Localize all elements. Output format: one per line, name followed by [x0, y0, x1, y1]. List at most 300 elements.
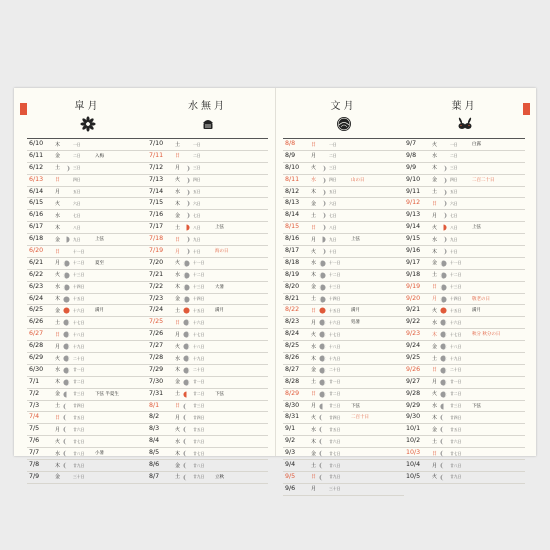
day-date: 9/8: [406, 151, 417, 159]
day-of-week: 土: [432, 189, 438, 196]
day-row[interactable]: [283, 151, 404, 163]
day-row[interactable]: [27, 317, 148, 329]
moon-phase-icon: [440, 474, 447, 481]
day-row[interactable]: [147, 258, 268, 270]
lunar-day: 十六日: [193, 319, 205, 325]
day-date: 7/13: [149, 175, 164, 183]
day-row[interactable]: [27, 163, 148, 175]
lunar-day: 廿四日: [329, 414, 341, 420]
day-row[interactable]: [283, 460, 404, 472]
day-row[interactable]: [27, 436, 148, 448]
moon-phase-icon: [440, 331, 447, 338]
day-row[interactable]: [27, 294, 148, 306]
day-date: 8/25: [285, 342, 300, 350]
day-row[interactable]: [404, 175, 525, 187]
day-row[interactable]: [147, 222, 268, 234]
moon-phase-icon: [63, 474, 70, 481]
moon-phase-icon: [63, 403, 70, 410]
day-row[interactable]: [283, 341, 404, 353]
day-date: 8/5: [149, 449, 160, 457]
day-row[interactable]: [283, 222, 404, 234]
rabbits-icon: [457, 116, 473, 132]
lunar-day: 廿三日: [450, 403, 462, 409]
day-of-week: 土: [311, 379, 317, 386]
day-row[interactable]: [283, 377, 404, 389]
lunar-day: 十二日: [73, 260, 85, 266]
day-row[interactable]: [27, 424, 148, 436]
day-date: 6/23: [29, 282, 44, 290]
day-date: 8/19: [285, 270, 300, 278]
day-row[interactable]: [404, 210, 525, 222]
day-date: 7/15: [149, 199, 164, 207]
day-date: 9/22: [406, 318, 421, 326]
day-row[interactable]: [147, 294, 268, 306]
day-note: 大暑: [215, 284, 224, 290]
day-of-week: 火: [175, 177, 181, 184]
day-of-week: 火: [55, 355, 61, 362]
moon-phase-icon: [319, 200, 326, 207]
day-date: 9/20: [406, 294, 421, 302]
moon-phase-icon: [440, 189, 447, 196]
moon-phase-icon: [183, 284, 190, 291]
day-row[interactable]: [404, 151, 525, 163]
day-of-week: 土: [175, 224, 181, 231]
day-row[interactable]: [283, 246, 404, 258]
day-date: 7/9: [29, 472, 40, 480]
day-of-week: 火: [432, 474, 438, 481]
day-row[interactable]: [27, 412, 148, 424]
day-date: 9/25: [406, 354, 421, 362]
day-of-week: 木: [311, 355, 317, 362]
moon-phase-icon: [440, 200, 447, 207]
day-row[interactable]: [283, 305, 404, 317]
day-row[interactable]: [283, 412, 404, 424]
day-row[interactable]: [27, 175, 148, 187]
day-row[interactable]: [27, 389, 148, 401]
day-row[interactable]: [27, 187, 148, 199]
day-of-week: 火: [432, 307, 438, 314]
lunar-day: 廿四日: [193, 414, 205, 420]
day-row[interactable]: [147, 341, 268, 353]
month-title: 水無月: [188, 101, 227, 112]
day-note: 満月: [215, 308, 224, 314]
lunar-day: 六日: [329, 200, 337, 206]
lunar-day: 三日: [329, 165, 337, 171]
moon-phase-icon: [63, 141, 70, 148]
day-of-week: 火: [432, 224, 438, 231]
lunar-day: 九日: [329, 236, 337, 242]
day-date: 9/14: [406, 223, 421, 231]
day-date: 9/21: [406, 306, 421, 314]
day-row[interactable]: [147, 187, 268, 199]
lunar-day: 十三日: [450, 284, 462, 290]
moon-phase-icon: [440, 296, 447, 303]
day-row[interactable]: [147, 282, 268, 294]
lunar-day: 六日: [450, 200, 458, 206]
day-of-week: 日: [55, 414, 61, 421]
day-of-week: 土: [175, 307, 181, 314]
day-of-week: 火: [311, 414, 317, 421]
day-row[interactable]: [283, 317, 404, 329]
moon-phase-icon: [440, 462, 447, 469]
day-row[interactable]: [404, 139, 525, 151]
day-row[interactable]: [147, 365, 268, 377]
day-note: 上弦: [95, 237, 104, 243]
lunar-day: 十四日: [193, 296, 205, 302]
day-of-week: 金: [175, 296, 181, 303]
day-row[interactable]: [27, 270, 148, 282]
day-of-week: 金: [432, 260, 438, 267]
day-row[interactable]: [147, 270, 268, 282]
day-row[interactable]: [147, 151, 268, 163]
day-of-week: 月: [432, 296, 438, 303]
lunar-day: 七日: [193, 212, 201, 218]
day-row[interactable]: [27, 234, 148, 246]
lunar-day: 十五日: [73, 296, 85, 302]
day-of-week: 日: [175, 236, 181, 243]
day-row[interactable]: [147, 424, 268, 436]
day-date: 8/7: [149, 472, 160, 480]
day-date: 6/11: [29, 151, 44, 159]
day-of-week: 土: [432, 272, 438, 279]
day-row[interactable]: [147, 329, 268, 341]
moon-phase-icon: [183, 462, 190, 469]
moon-phase-icon: [319, 141, 326, 148]
day-of-week: 日: [432, 450, 438, 457]
day-row[interactable]: [27, 210, 148, 222]
moon-phase-icon: [319, 379, 326, 386]
day-of-week: 木: [311, 272, 317, 279]
day-row[interactable]: [283, 484, 404, 496]
day-row[interactable]: [27, 460, 148, 472]
moon-phase-icon: [183, 141, 190, 148]
lunar-day: 十七日: [329, 331, 341, 337]
day-row[interactable]: [404, 258, 525, 270]
page-gutter: [275, 88, 276, 456]
day-row[interactable]: [404, 472, 525, 484]
day-row[interactable]: [283, 175, 404, 187]
day-row[interactable]: [283, 198, 404, 210]
lunar-day: 六日: [193, 200, 201, 206]
moon-phase-icon: [319, 403, 326, 410]
day-row[interactable]: [283, 270, 404, 282]
moon-phase-icon: [440, 367, 447, 374]
moon-phase-icon: [63, 165, 70, 172]
moon-phase-icon: [183, 153, 190, 160]
day-row[interactable]: [404, 448, 525, 460]
day-row[interactable]: [283, 472, 404, 484]
day-of-week: 月: [175, 248, 181, 255]
day-row[interactable]: [147, 353, 268, 365]
sakura-flower-icon: [80, 116, 96, 132]
day-row[interactable]: [147, 448, 268, 460]
day-row[interactable]: [404, 353, 525, 365]
day-of-week: 水: [55, 450, 61, 457]
day-row[interactable]: [404, 377, 525, 389]
day-of-week: 水: [311, 343, 317, 350]
day-of-week: 日: [311, 224, 317, 231]
moon-phase-icon: [183, 165, 190, 172]
lunar-day: 廿六日: [329, 438, 341, 444]
day-date: 6/25: [29, 306, 44, 314]
day-note: 二百十日: [351, 415, 369, 421]
day-of-week: 土: [175, 474, 181, 481]
day-row[interactable]: [404, 187, 525, 199]
lunar-day: 十八日: [329, 343, 341, 349]
day-row[interactable]: [404, 222, 525, 234]
lunar-day: 十日: [450, 248, 458, 254]
day-row[interactable]: [283, 210, 404, 222]
day-row[interactable]: [147, 436, 268, 448]
day-row[interactable]: [147, 389, 268, 401]
day-row[interactable]: [404, 294, 525, 306]
day-of-week: 月: [311, 319, 317, 326]
day-of-week: 日: [432, 200, 438, 207]
moon-phase-icon: [440, 284, 447, 291]
moon-phase-icon: [63, 450, 70, 457]
day-date: 7/10: [149, 140, 164, 147]
day-row[interactable]: [404, 412, 525, 424]
lunar-day: 二日: [73, 153, 81, 159]
day-date: 6/15: [29, 199, 44, 207]
lunar-day: 十三日: [73, 272, 85, 278]
moon-phase-icon: [63, 272, 70, 279]
lunar-day: 十三日: [193, 284, 205, 290]
lunar-day: 十六日: [450, 319, 462, 325]
day-of-week: 木: [311, 189, 317, 196]
day-row[interactable]: [147, 234, 268, 246]
day-row[interactable]: [283, 282, 404, 294]
day-row[interactable]: [283, 139, 404, 151]
lunar-day: 五日: [73, 189, 81, 195]
day-row[interactable]: [283, 258, 404, 270]
day-of-week: 木: [175, 450, 181, 457]
day-row[interactable]: [147, 163, 268, 175]
day-row[interactable]: [27, 305, 148, 317]
day-row[interactable]: [404, 163, 525, 175]
lunar-day: 廿八日: [73, 450, 85, 456]
day-row[interactable]: [27, 401, 148, 413]
day-of-week: 金: [432, 426, 438, 433]
day-row[interactable]: [404, 305, 525, 317]
day-row[interactable]: [147, 246, 268, 258]
day-date: 8/27: [285, 365, 300, 373]
day-row[interactable]: [147, 401, 268, 413]
day-row[interactable]: [147, 175, 268, 187]
day-row[interactable]: [404, 329, 525, 341]
day-of-week: 金: [311, 284, 317, 291]
day-row[interactable]: [404, 246, 525, 258]
day-row[interactable]: [283, 329, 404, 341]
month-title: 文月: [330, 101, 357, 112]
day-of-week: 金: [55, 307, 61, 314]
day-row[interactable]: [27, 258, 148, 270]
day-row[interactable]: [147, 210, 268, 222]
day-note: 下弦: [472, 403, 481, 409]
day-of-week: 木: [55, 224, 61, 231]
day-date: 7/30: [149, 377, 164, 385]
day-of-week: 木: [55, 296, 61, 303]
day-row[interactable]: [147, 198, 268, 210]
day-date: 9/4: [285, 461, 296, 469]
day-of-week: 金: [55, 236, 61, 243]
moon-phase-icon: [319, 474, 326, 481]
day-note: 満月: [472, 308, 481, 314]
day-row[interactable]: [27, 341, 148, 353]
day-row[interactable]: [27, 448, 148, 460]
day-note: 上弦: [472, 225, 481, 231]
day-row[interactable]: [404, 341, 525, 353]
day-date: 7/7: [29, 449, 40, 457]
day-date: 8/16: [285, 235, 300, 243]
lunar-day: 十八日: [193, 343, 205, 349]
day-row[interactable]: [283, 163, 404, 175]
day-row[interactable]: [283, 353, 404, 365]
moon-phase-icon: [319, 426, 326, 433]
day-date: 8/30: [285, 401, 300, 409]
day-row[interactable]: [27, 365, 148, 377]
day-date: 7/6: [29, 437, 40, 445]
day-row[interactable]: [404, 424, 525, 436]
day-row[interactable]: [147, 412, 268, 424]
day-row[interactable]: [27, 222, 148, 234]
day-of-week: 水: [432, 319, 438, 326]
lunar-day: 十五日: [193, 307, 205, 313]
day-row[interactable]: [147, 460, 268, 472]
day-of-week: 木: [55, 141, 61, 148]
day-of-week: 土: [311, 462, 317, 469]
day-row[interactable]: [404, 460, 525, 472]
lunar-day: 十七日: [73, 319, 85, 325]
lunar-day: 二日: [193, 153, 201, 159]
lunar-day: 十二日: [329, 272, 341, 278]
day-row[interactable]: [404, 234, 525, 246]
day-date: 9/30: [406, 413, 421, 421]
day-row[interactable]: [27, 139, 148, 151]
day-row[interactable]: [283, 424, 404, 436]
day-date: 9/2: [285, 437, 296, 445]
moon-phase-icon: [319, 260, 326, 267]
lunar-day: 廿四日: [450, 414, 462, 420]
day-date: 8/13: [285, 199, 300, 207]
lunar-day: 六日: [73, 200, 81, 206]
day-date: 7/20: [149, 258, 164, 266]
moon-phase-icon: [319, 450, 326, 457]
lunar-day: 十七日: [193, 331, 205, 337]
day-row[interactable]: [283, 401, 404, 413]
day-of-week: 火: [55, 272, 61, 279]
day-of-week: 月: [432, 379, 438, 386]
day-of-week: 水: [175, 438, 181, 445]
day-date: 6/12: [29, 163, 44, 171]
day-row[interactable]: [404, 282, 525, 294]
month-column: [404, 100, 525, 484]
day-row[interactable]: [27, 198, 148, 210]
day-date: 6/29: [29, 354, 44, 362]
moon-phase-icon: [183, 450, 190, 457]
day-row[interactable]: [283, 365, 404, 377]
day-of-week: 木: [311, 438, 317, 445]
lunar-day: 八日: [450, 224, 458, 230]
lunar-day: 十一日: [73, 248, 85, 254]
day-row[interactable]: [283, 187, 404, 199]
day-of-week: 金: [175, 462, 181, 469]
day-row[interactable]: [147, 317, 268, 329]
moon-phase-icon: [440, 248, 447, 255]
moon-phase-icon: [440, 391, 447, 398]
day-note: 下弦: [351, 403, 360, 409]
day-note: 二百二十日: [472, 177, 495, 183]
day-row[interactable]: [283, 234, 404, 246]
day-row[interactable]: [27, 377, 148, 389]
day-row[interactable]: [404, 389, 525, 401]
day-note: 満月: [351, 308, 360, 314]
lunar-day: 十九日: [193, 355, 205, 361]
day-row[interactable]: [404, 317, 525, 329]
day-date: 7/27: [149, 342, 164, 350]
moon-phase-icon: [63, 296, 70, 303]
moon-phase-icon: [319, 212, 326, 219]
lunar-day: 八日: [193, 224, 201, 230]
day-row[interactable]: [147, 472, 268, 484]
day-date: 9/10: [406, 175, 421, 183]
day-row[interactable]: [404, 198, 525, 210]
moon-phase-icon: [183, 272, 190, 279]
day-row[interactable]: [283, 448, 404, 460]
day-row[interactable]: [27, 353, 148, 365]
lunar-day: 二十日: [73, 355, 85, 361]
moon-phase-icon: [440, 260, 447, 267]
moon-phase-icon: [319, 165, 326, 172]
day-row[interactable]: [27, 151, 148, 163]
day-row[interactable]: [404, 436, 525, 448]
day-of-week: 木: [432, 414, 438, 421]
moon-phase-icon: [183, 307, 190, 314]
day-of-week: 日: [311, 307, 317, 314]
day-date: 9/6: [285, 484, 296, 492]
day-of-week: 火: [311, 165, 317, 172]
day-row[interactable]: [404, 270, 525, 282]
day-row[interactable]: [147, 377, 268, 389]
day-row[interactable]: [147, 305, 268, 317]
month-title: 葉月: [451, 101, 478, 112]
day-row[interactable]: [404, 365, 525, 377]
day-row[interactable]: [27, 472, 148, 484]
day-row[interactable]: [283, 389, 404, 401]
day-row[interactable]: [404, 401, 525, 413]
day-date: 7/22: [149, 282, 164, 290]
day-row[interactable]: [27, 246, 148, 258]
day-note: 下弦 半夏生: [95, 391, 119, 397]
moon-phase-icon: [183, 438, 190, 445]
day-date: 9/11: [406, 187, 421, 195]
moon-phase-icon: [183, 319, 190, 326]
day-of-week: 水: [55, 367, 61, 374]
day-row[interactable]: [283, 436, 404, 448]
day-row[interactable]: [147, 139, 268, 151]
day-date: 8/17: [285, 247, 300, 255]
month-column: [27, 100, 148, 484]
day-row[interactable]: [27, 329, 148, 341]
day-of-week: 火: [55, 200, 61, 207]
moon-phase-icon: [63, 177, 70, 184]
day-row[interactable]: [27, 282, 148, 294]
moon-phase-icon: [319, 224, 326, 231]
moon-phase-icon: [319, 319, 326, 326]
moon-phase-icon: [440, 426, 447, 433]
moon-phase-icon: [440, 450, 447, 457]
day-row[interactable]: [283, 294, 404, 306]
